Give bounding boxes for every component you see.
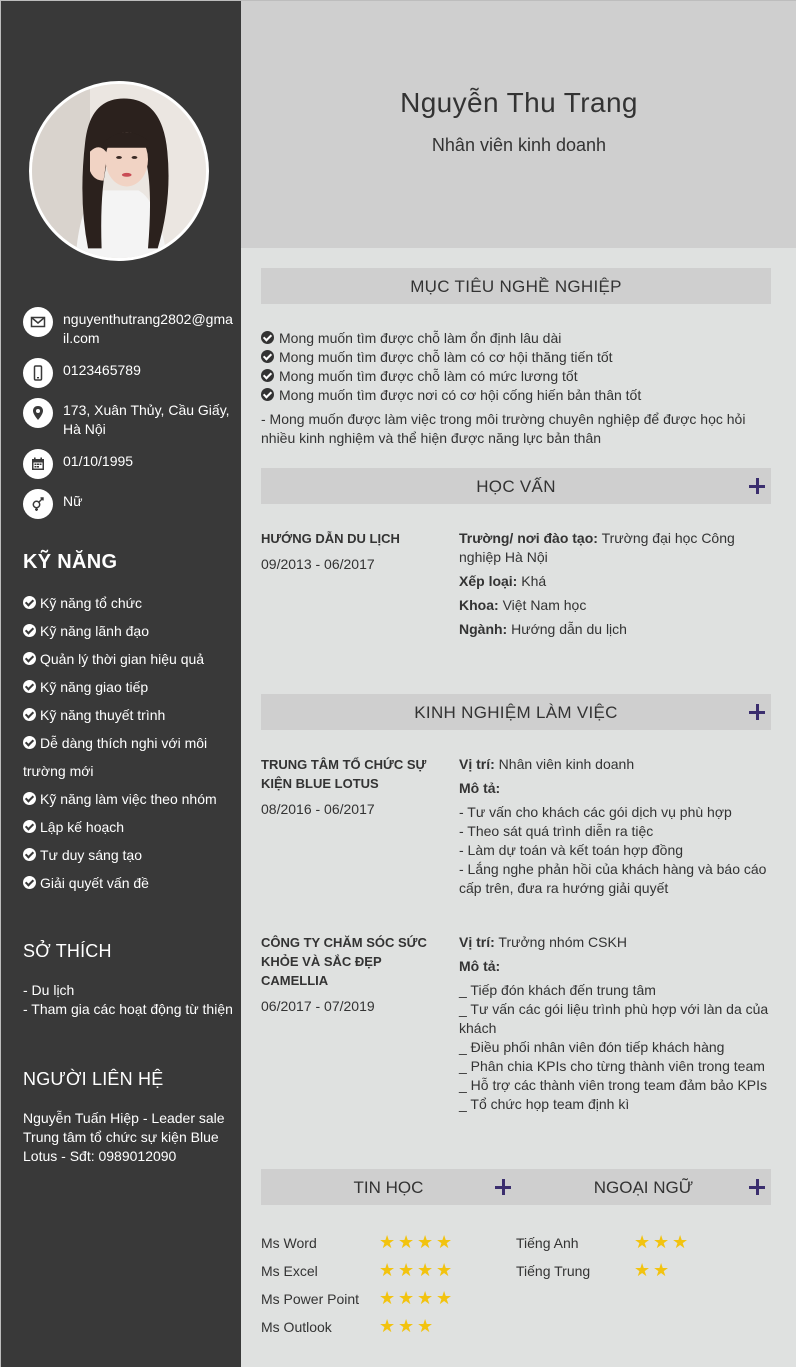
job-position-row xyxy=(459,755,771,774)
mobile-phone-icon xyxy=(23,358,53,388)
desc-label: Mô tả: xyxy=(459,958,501,974)
star-icon: ★ xyxy=(398,1288,415,1308)
education-grade-row xyxy=(459,572,771,591)
education-heading: HỌC VẤN xyxy=(476,477,556,496)
objective-section-bar xyxy=(261,268,771,304)
education-major-title: HƯỚNG DẪN DU LỊCH xyxy=(261,531,400,546)
objective-item xyxy=(261,386,771,405)
sidebar xyxy=(1,1,241,1367)
hobbies-list xyxy=(23,981,233,1019)
header xyxy=(241,1,796,248)
main-content xyxy=(241,1,796,1367)
star-rating xyxy=(379,1318,436,1335)
job-entry-left xyxy=(261,933,441,1014)
check-circle-icon xyxy=(23,652,36,665)
job-task: - Theo sát quá trình diễn ra tiệc xyxy=(459,823,654,839)
rating-label: Ms Excel xyxy=(261,1263,318,1279)
star-icon: ★ xyxy=(398,1316,415,1336)
major-value: Hướng dẫn du lịch xyxy=(511,621,627,637)
job-task: _ Phân chia KPIs cho từng thành viên trong team xyxy=(459,1058,765,1074)
job-period: 08/2016 - 06/2017 xyxy=(261,801,375,817)
email-text: nguyenthutrang2802@gmail.com xyxy=(63,311,233,346)
check-circle-icon xyxy=(23,624,36,637)
faculty-label: Khoa: xyxy=(459,597,499,613)
star-icon: ★ xyxy=(379,1288,396,1308)
plus-icon[interactable] xyxy=(749,704,765,720)
objective-heading: MỤC TIÊU NGHỀ NGHIỆP xyxy=(410,277,622,296)
education-section-bar xyxy=(261,468,771,504)
star-rating xyxy=(379,1234,455,1251)
objective-item xyxy=(261,329,771,348)
position-label: Vị trí: xyxy=(459,756,495,772)
job-company: TRUNG TÂM TỔ CHỨC SỰ KIỆN BLUE LOTUS xyxy=(261,757,427,791)
job-period: 06/2017 - 07/2019 xyxy=(261,998,375,1014)
objective-text: Mong muốn tìm được chỗ làm có mức lương tốt xyxy=(279,368,578,384)
education-entry-left xyxy=(261,529,441,572)
job-task: _ Tổ chức họp team định kì xyxy=(459,1096,630,1112)
faculty-value: Việt Nam học xyxy=(502,597,587,613)
check-circle-icon xyxy=(261,331,274,344)
skill-label: Giải quyết vấn đề xyxy=(40,875,149,891)
avatar xyxy=(29,81,209,261)
star-icon: ★ xyxy=(417,1260,434,1280)
star-icon: ★ xyxy=(653,1260,670,1280)
position-value: Nhân viên kinh doanh xyxy=(498,756,635,772)
check-circle-icon xyxy=(23,596,36,609)
rating-row xyxy=(261,1231,481,1259)
skill-item xyxy=(23,729,235,785)
language-heading: NGOẠI NGỮ xyxy=(593,1178,694,1197)
skill-label: Dễ dàng thích nghi với môi trường mới xyxy=(23,735,208,779)
contact-phone xyxy=(23,358,235,388)
position-label: Vị trí: xyxy=(459,934,495,950)
desc-label: Mô tả: xyxy=(459,780,501,796)
education-faculty-row xyxy=(459,596,771,615)
skills-list xyxy=(23,589,235,897)
star-rating xyxy=(379,1262,455,1279)
birthday-text: 01/10/1995 xyxy=(63,453,134,469)
job-entry-right xyxy=(459,755,771,898)
language-skill-table xyxy=(516,1231,736,1287)
skill-label: Kỹ năng thuyết trình xyxy=(40,707,166,723)
objective-text: Mong muốn tìm được chỗ làm ổn định lâu dài xyxy=(279,330,562,346)
job-task: _ Điều phối nhân viên đón tiếp khách hàng xyxy=(459,1039,725,1055)
experience-section-bar xyxy=(261,694,771,730)
hobby-item: - Du lịch xyxy=(23,982,75,998)
rating-label: Ms Outlook xyxy=(261,1319,332,1335)
job-task: _ Tiếp đón khách đến trung tâm xyxy=(459,982,656,998)
objective-text: Mong muốn tìm được nơi có cơ hội cống hiến bản thân tốt xyxy=(279,387,642,403)
rating-label: Ms Power Point xyxy=(261,1291,360,1307)
gender-icon xyxy=(23,489,53,519)
skill-label: Lập kế hoạch xyxy=(40,819,125,835)
job-task: _ Tư vấn các gói liệu trình phù hợp với làn da của khách xyxy=(459,1001,769,1036)
skill-item xyxy=(23,813,235,841)
rating-row xyxy=(516,1231,736,1259)
skill-item xyxy=(23,869,235,897)
star-rating xyxy=(379,1290,455,1307)
job-desc-label-row xyxy=(459,957,771,976)
skill-item xyxy=(23,589,235,617)
contact-gender xyxy=(23,489,235,519)
check-circle-icon xyxy=(23,680,36,693)
rating-label: Tiếng Trung xyxy=(516,1263,591,1279)
star-icon: ★ xyxy=(672,1232,689,1252)
objective-item xyxy=(261,367,771,386)
star-icon: ★ xyxy=(379,1260,396,1280)
contact-email xyxy=(23,307,235,348)
it-heading: TIN HỌC xyxy=(353,1178,424,1197)
reference-text: Nguyễn Tuấn Hiệp - Leader sale Trung tâm tổ chức sự kiện Blue Lotus - Sđt: 0989012090 xyxy=(23,1110,225,1164)
profile-photo xyxy=(32,84,206,258)
star-rating xyxy=(634,1262,672,1279)
skill-item xyxy=(23,617,235,645)
star-icon: ★ xyxy=(436,1232,453,1252)
full-name: Nguyễn Thu Trang xyxy=(400,87,638,118)
skill-item xyxy=(23,785,235,813)
job-company: CÔNG TY CHĂM SÓC SỨC KHỎE VÀ SẮC ĐẸP CAMELLIA xyxy=(261,935,427,988)
skill-label: Kỹ năng làm việc theo nhóm xyxy=(40,791,217,807)
calendar-icon xyxy=(23,449,53,479)
job-title: Nhân viên kinh doanh xyxy=(431,135,607,155)
school-label: Trường/ nơi đào tạo: xyxy=(459,530,598,546)
address-text: 173, Xuân Thủy, Cầu Giấy, Hà Nội xyxy=(63,402,230,437)
skill-label: Kỹ năng giao tiếp xyxy=(40,679,149,695)
plus-icon[interactable] xyxy=(749,478,765,494)
rating-row xyxy=(261,1315,481,1343)
job-task: - Làm dự toán và kết toán hợp đồng xyxy=(459,842,684,858)
rating-label: Tiếng Anh xyxy=(516,1235,579,1251)
contact-info xyxy=(23,307,235,529)
grade-value: Khá xyxy=(521,573,547,589)
major-label: Ngành: xyxy=(459,621,508,637)
skill-label: Kỹ năng lãnh đạo xyxy=(40,623,149,639)
skill-label: Tư duy sáng tạo xyxy=(40,847,142,863)
star-rating xyxy=(634,1234,691,1251)
check-circle-icon xyxy=(261,369,274,382)
skill-item xyxy=(23,645,235,673)
star-icon: ★ xyxy=(436,1288,453,1308)
experience-heading: KINH NGHIỆM LÀM VIỆC xyxy=(414,703,618,722)
star-icon: ★ xyxy=(653,1232,670,1252)
rating-row xyxy=(261,1259,481,1287)
job-tasks xyxy=(459,981,771,1114)
plus-icon[interactable] xyxy=(495,1179,511,1195)
hobbies-heading: SỞ THÍCH xyxy=(23,941,112,961)
objective-list xyxy=(261,329,771,405)
star-icon: ★ xyxy=(379,1316,396,1336)
check-circle-icon xyxy=(23,848,36,861)
star-icon: ★ xyxy=(634,1232,651,1252)
rating-row xyxy=(261,1287,481,1315)
phone-text: 0123465789 xyxy=(63,362,141,378)
star-icon: ★ xyxy=(398,1232,415,1252)
skill-label: Quản lý thời gian hiệu quả xyxy=(40,651,205,667)
star-icon: ★ xyxy=(417,1232,434,1252)
check-circle-icon xyxy=(23,792,36,805)
job-position-row xyxy=(459,933,771,952)
check-circle-icon xyxy=(23,736,36,749)
education-period: 09/2013 - 06/2017 xyxy=(261,556,375,572)
skill-item xyxy=(23,701,235,729)
rating-row xyxy=(516,1259,736,1287)
rating-label: Ms Word xyxy=(261,1235,317,1251)
star-icon: ★ xyxy=(379,1232,396,1252)
job-entry-left xyxy=(261,755,441,817)
job-task: _ Hỗ trợ các thành viên trong team đảm bảo KPIs xyxy=(459,1077,768,1093)
star-icon: ★ xyxy=(417,1288,434,1308)
job-task: - Tư vấn cho khách các gói dịch vụ phù hợp xyxy=(459,804,732,820)
objective-extra: - Mong muốn được làm việc trong môi trường chuyên nghiệp để được học hỏi nhiều kinh nghiệm và thể hiện được năng lực bản thân xyxy=(261,411,746,446)
school-value: Trường đại học Công nghiệp Hà Nội xyxy=(459,530,735,565)
hobby-item: - Tham gia các hoạt động từ thiện xyxy=(23,1001,233,1017)
skill-item xyxy=(23,673,235,701)
job-task: - Lắng nghe phản hồi của khách hàng và báo cáo cấp trên, đưa ra hướng giải quyết xyxy=(459,861,767,896)
check-circle-icon xyxy=(23,876,36,889)
position-value: Trưởng nhóm CSKH xyxy=(498,934,627,950)
contact-address xyxy=(23,398,235,439)
star-icon: ★ xyxy=(436,1260,453,1280)
objective-text: Mong muốn tìm được chỗ làm có cơ hội thăng tiến tốt xyxy=(279,349,613,365)
job-tasks xyxy=(459,803,771,898)
grade-label: Xếp loại: xyxy=(459,573,518,589)
job-entry-right xyxy=(459,933,771,1114)
job-desc-label-row xyxy=(459,779,771,798)
star-icon: ★ xyxy=(398,1260,415,1280)
check-circle-icon xyxy=(23,708,36,721)
star-icon: ★ xyxy=(417,1316,434,1336)
check-circle-icon xyxy=(23,820,36,833)
it-skill-table xyxy=(261,1231,481,1343)
objective-item xyxy=(261,348,771,367)
check-circle-icon xyxy=(261,350,274,363)
education-school-row xyxy=(459,529,771,567)
contact-birthday xyxy=(23,449,235,479)
skill-label: Kỹ năng tổ chức xyxy=(40,595,142,611)
education-entry-right xyxy=(459,529,771,644)
skill-item xyxy=(23,841,235,869)
plus-icon[interactable] xyxy=(749,1179,765,1195)
star-icon: ★ xyxy=(634,1260,651,1280)
gender-text: Nữ xyxy=(63,493,83,509)
reference-heading: NGƯỜI LIÊN HỆ xyxy=(23,1069,164,1089)
it-language-bar xyxy=(261,1169,771,1205)
education-major-row xyxy=(459,620,771,639)
map-marker-icon xyxy=(23,398,53,428)
check-circle-icon xyxy=(261,388,274,401)
skills-heading: KỸ NĂNG xyxy=(23,551,118,573)
envelope-icon xyxy=(23,307,53,337)
